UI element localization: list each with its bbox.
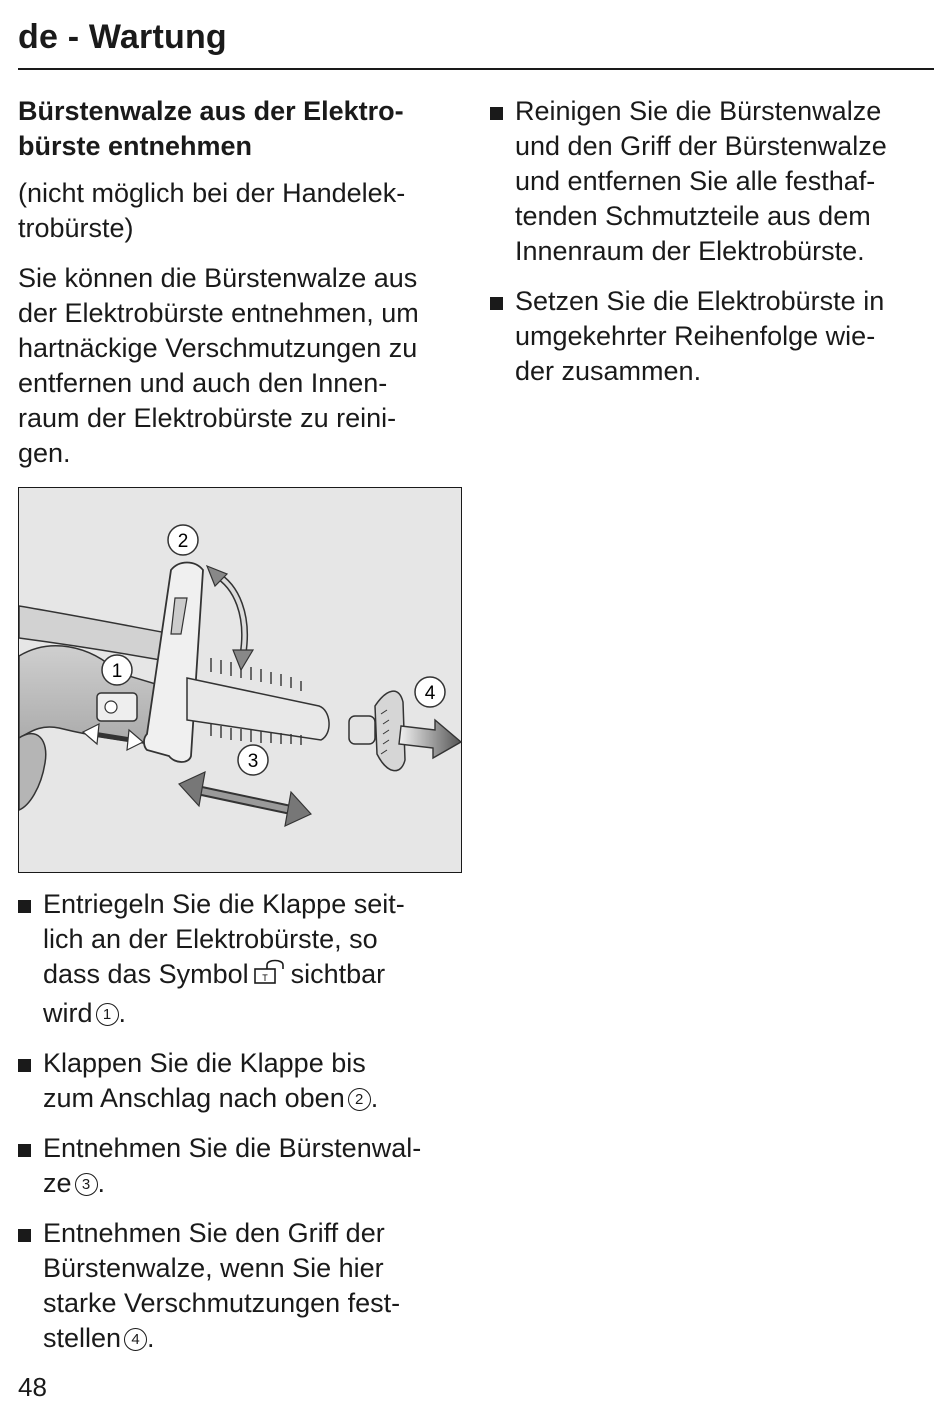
list-item: Entnehmen Sie die Bürstenwal- ze 3 . bbox=[18, 1131, 466, 1201]
callout-4 bbox=[415, 677, 445, 707]
callout-2 bbox=[168, 525, 198, 555]
pull-out-arrow bbox=[399, 720, 461, 758]
section-note: (nicht möglich bei der Handelek- trobürste) bbox=[18, 178, 406, 243]
ref-badge: 4 bbox=[124, 1328, 147, 1351]
callout-3 bbox=[238, 745, 268, 775]
svg-text:2: 2 bbox=[177, 531, 189, 552]
ref-badge: 2 bbox=[348, 1088, 371, 1111]
section-heading-line-2: bürste entnehmen bbox=[18, 131, 253, 161]
unlock-icon bbox=[253, 957, 287, 996]
ref-badge: 3 bbox=[75, 1173, 98, 1196]
step-6-text: Setzen Sie die Elektrobürste in umgekehrter Reihenfolge wie- der zusammen. bbox=[515, 286, 885, 386]
slide-arrow-head-left bbox=[179, 772, 205, 806]
brush-roller bbox=[187, 678, 329, 740]
list-item bbox=[490, 284, 935, 389]
right-steps bbox=[490, 94, 935, 389]
step-1-text: Entriegeln Sie die Klappe seit- lich an der Elektrobürste, so dass das Symbol bbox=[43, 889, 405, 989]
brush-roller-illustration bbox=[18, 487, 462, 873]
header-divider bbox=[18, 68, 934, 70]
slide-arrow-head-right bbox=[285, 792, 311, 826]
list-item: Entnehmen Sie den Griff der Bürstenwalze, wenn Sie hier starke Verschmutzungen fest- stellen 4 . bbox=[18, 1216, 466, 1356]
bullet-square bbox=[18, 900, 31, 913]
bullet-square bbox=[18, 1059, 31, 1072]
section-heading bbox=[18, 94, 466, 164]
svg-text:T: T bbox=[261, 973, 268, 983]
bullet-square bbox=[18, 1229, 31, 1242]
roller-handle-cap bbox=[349, 716, 375, 744]
page-title: de - Wartung bbox=[18, 18, 227, 56]
list-item: Klappen Sie die Klappe bis zum Anschlag nach oben 2 . bbox=[18, 1046, 466, 1116]
right-column bbox=[490, 94, 935, 404]
bullet-square bbox=[490, 107, 503, 120]
left-steps bbox=[18, 887, 466, 1356]
bullet-square bbox=[490, 297, 503, 310]
page-number: 48 bbox=[18, 1372, 47, 1402]
ref-badge: 1 bbox=[96, 1003, 119, 1026]
callout-1 bbox=[102, 655, 132, 685]
wheel bbox=[19, 734, 46, 810]
svg-text:1: 1 bbox=[111, 661, 123, 682]
flap bbox=[144, 563, 203, 763]
section-intro: Sie können die Bürstenwalze aus der Elektrobürste entnehmen, um hartnäckige Verschmutzungen zu entfernen und auch den Innen- raum der Elektrobürste zu reini- gen. bbox=[18, 263, 419, 468]
svg-text:3: 3 bbox=[247, 751, 259, 772]
step-2-text: Klappen Sie die Klappe bis zum Anschlag nach oben bbox=[43, 1048, 366, 1113]
svg-text:4: 4 bbox=[424, 683, 436, 704]
list-item: Entriegeln Sie die Klappe seit- lich an der Elektrobürste, so dass das Symbol T sichtbar wird 1 . bbox=[18, 887, 466, 1031]
left-column bbox=[18, 94, 466, 1371]
latch-screw bbox=[105, 701, 117, 713]
rotate-arrow-head-bottom bbox=[233, 650, 253, 670]
step-3-text: Entnehmen Sie die Bürstenwal- ze bbox=[43, 1133, 422, 1198]
bullet-square bbox=[18, 1144, 31, 1157]
step-4-text: Entnehmen Sie den Griff der Bürstenwalze, wenn Sie hier starke Verschmutzungen fest- stellen bbox=[43, 1218, 401, 1353]
list-item bbox=[490, 94, 935, 269]
step-1-after: sichtbar wird bbox=[43, 959, 386, 1028]
section-heading-line-1: Bürstenwalze aus der Elektro- bbox=[18, 96, 404, 126]
step-5-text: Reinigen Sie die Bürstenwalze und den Griff der Bürstenwalze und entfernen Sie alle festhaf- tenden Schmutzteile aus dem Innenraum der Elektrobürste. bbox=[515, 96, 887, 266]
brush-removal-drawing bbox=[19, 488, 463, 874]
